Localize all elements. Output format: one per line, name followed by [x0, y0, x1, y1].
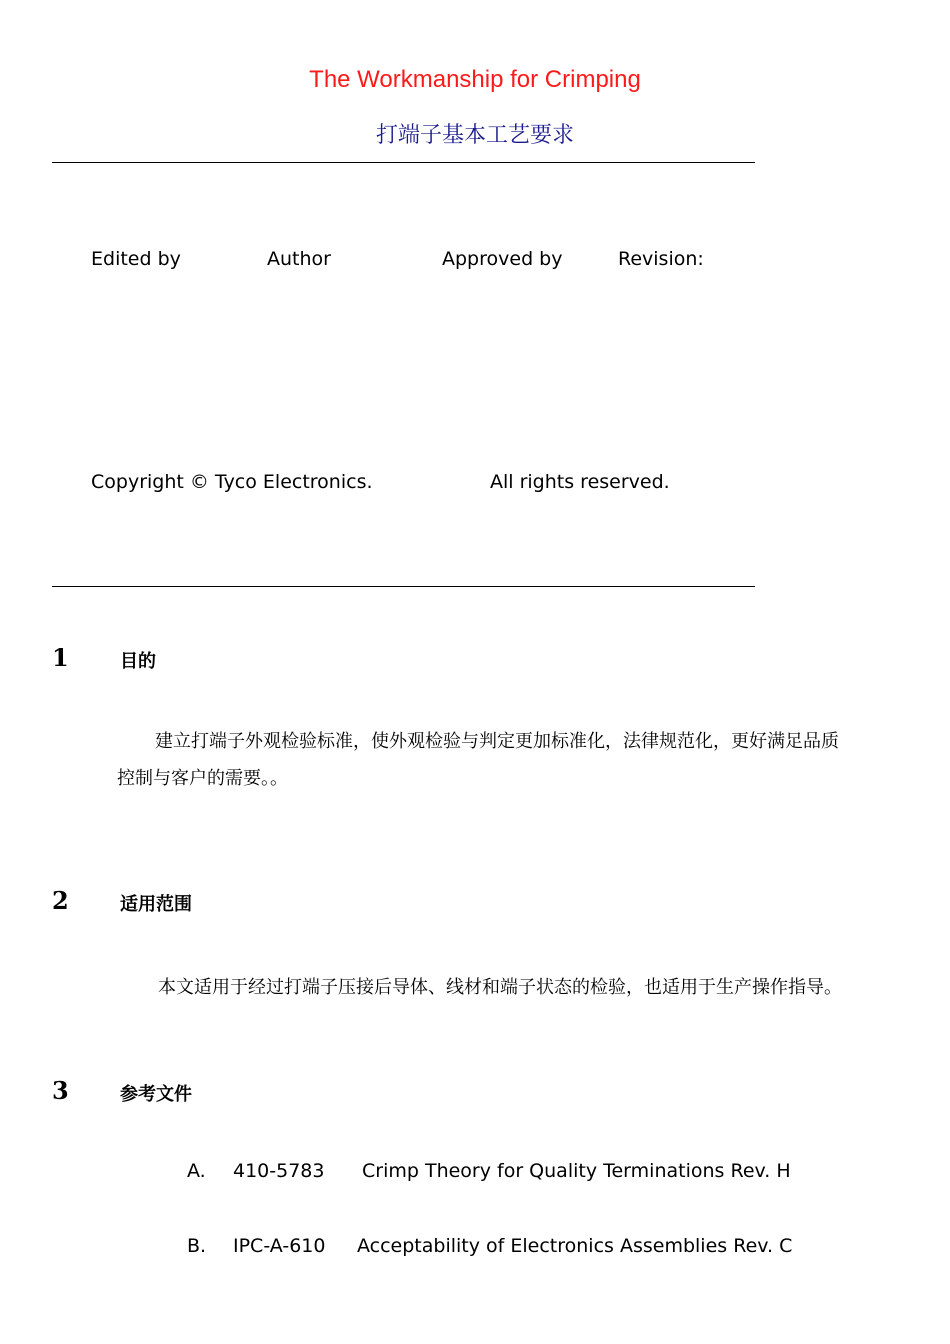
copyright-text: Copyright © Tyco Electronics.: [91, 471, 373, 493]
reference-a-letter: A.: [187, 1160, 206, 1182]
section-1-paragraph-line-2: 控制与客户的需要。。: [117, 768, 288, 789]
section-1-number: 1: [52, 643, 69, 672]
rights-reserved-text: All rights reserved.: [490, 471, 670, 493]
revision-label: Revision:: [618, 248, 704, 270]
section-2-paragraph: 本文适用于经过打端子压接后导体、线材和端子状态的检验，也适用于生产操作指导。: [158, 977, 842, 998]
author-label: Author: [267, 248, 331, 270]
section-3-number: 3: [52, 1076, 69, 1105]
bottom-divider: [52, 586, 755, 587]
reference-a-title: Crimp Theory for Quality Terminations Rev. H: [362, 1160, 791, 1182]
reference-b-code: IPC-A-610: [233, 1235, 326, 1257]
edited-by-label: Edited by: [91, 248, 181, 270]
section-1-paragraph-line-1: 建立打端子外观检验标准，使外观检验与判定更加标准化，法律规范化，更好满足品质: [155, 731, 839, 752]
top-divider: [52, 162, 755, 163]
reference-b-title: Acceptability of Electronics Assemblies Rev. C: [357, 1235, 793, 1257]
reference-b-letter: B.: [187, 1235, 207, 1257]
section-2-number: 2: [52, 886, 69, 915]
approved-by-label: Approved by: [442, 248, 563, 270]
section-2-title: 适用范围: [120, 894, 192, 915]
section-3-title: 参考文件: [120, 1084, 192, 1105]
document-title-en: The Workmanship for Crimping: [309, 66, 641, 93]
document-title-cn: 打端子基本工艺要求: [375, 123, 574, 148]
section-1-title: 目的: [120, 651, 156, 672]
reference-a-code: 410-5783: [233, 1160, 325, 1182]
